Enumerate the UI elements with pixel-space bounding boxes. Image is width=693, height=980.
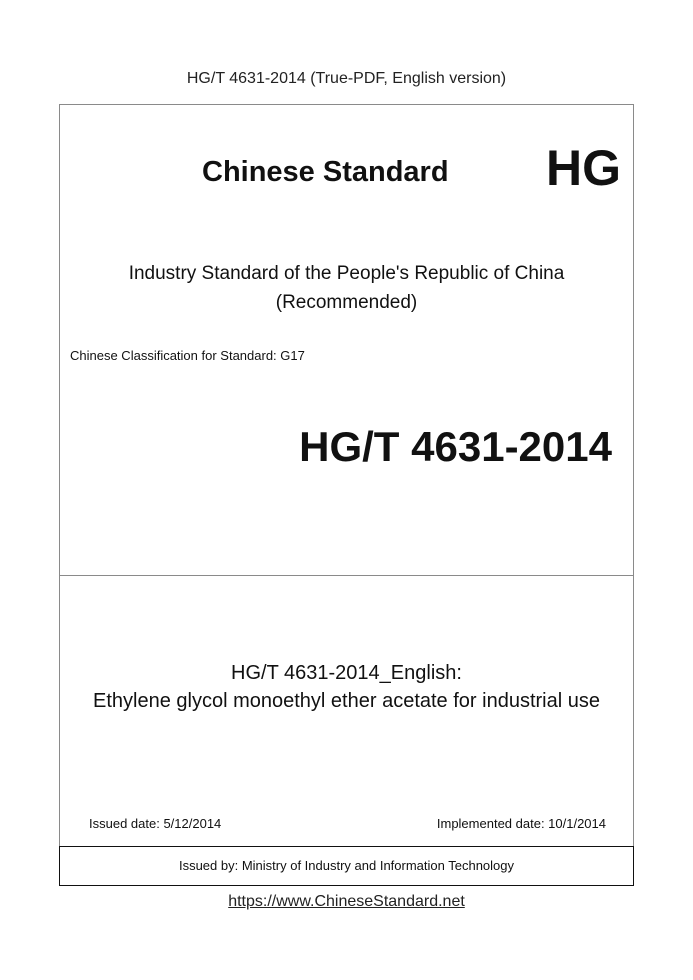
cover-frame <box>59 104 634 886</box>
industry-standard-line: Industry Standard of the People's Republic of China <box>128 263 565 284</box>
hg-category-mark: HG <box>546 140 621 196</box>
chinese-standard-heading: Chinese Standard <box>202 156 449 188</box>
standard-number: HG/T 4631-2014 <box>299 423 612 470</box>
issued-date: Issued date: 5/12/2014 <box>89 816 222 831</box>
english-code-title: HG/T 4631-2014_English: <box>231 662 462 684</box>
section-divider <box>59 575 634 576</box>
document-header-label: HG/T 4631-2014 (True-PDF, English version) <box>186 70 507 87</box>
classification-text: Chinese Classification for Standard: G17 <box>70 348 305 363</box>
implemented-date: Implemented date: 10/1/2014 <box>436 816 606 831</box>
footer <box>0 893 693 911</box>
document-title-block <box>59 659 634 715</box>
issuer-text: Issued by: Ministry of Industry and Information Technology <box>178 858 515 873</box>
document-title: Ethylene glycol monoethyl ether acetate for industrial use <box>93 690 600 712</box>
website-link[interactable]: https://www.ChineseStandard.net <box>228 893 465 910</box>
issuer-box <box>59 846 634 886</box>
recommended-label: (Recommended) <box>275 292 418 313</box>
industry-standard-block <box>59 259 634 317</box>
